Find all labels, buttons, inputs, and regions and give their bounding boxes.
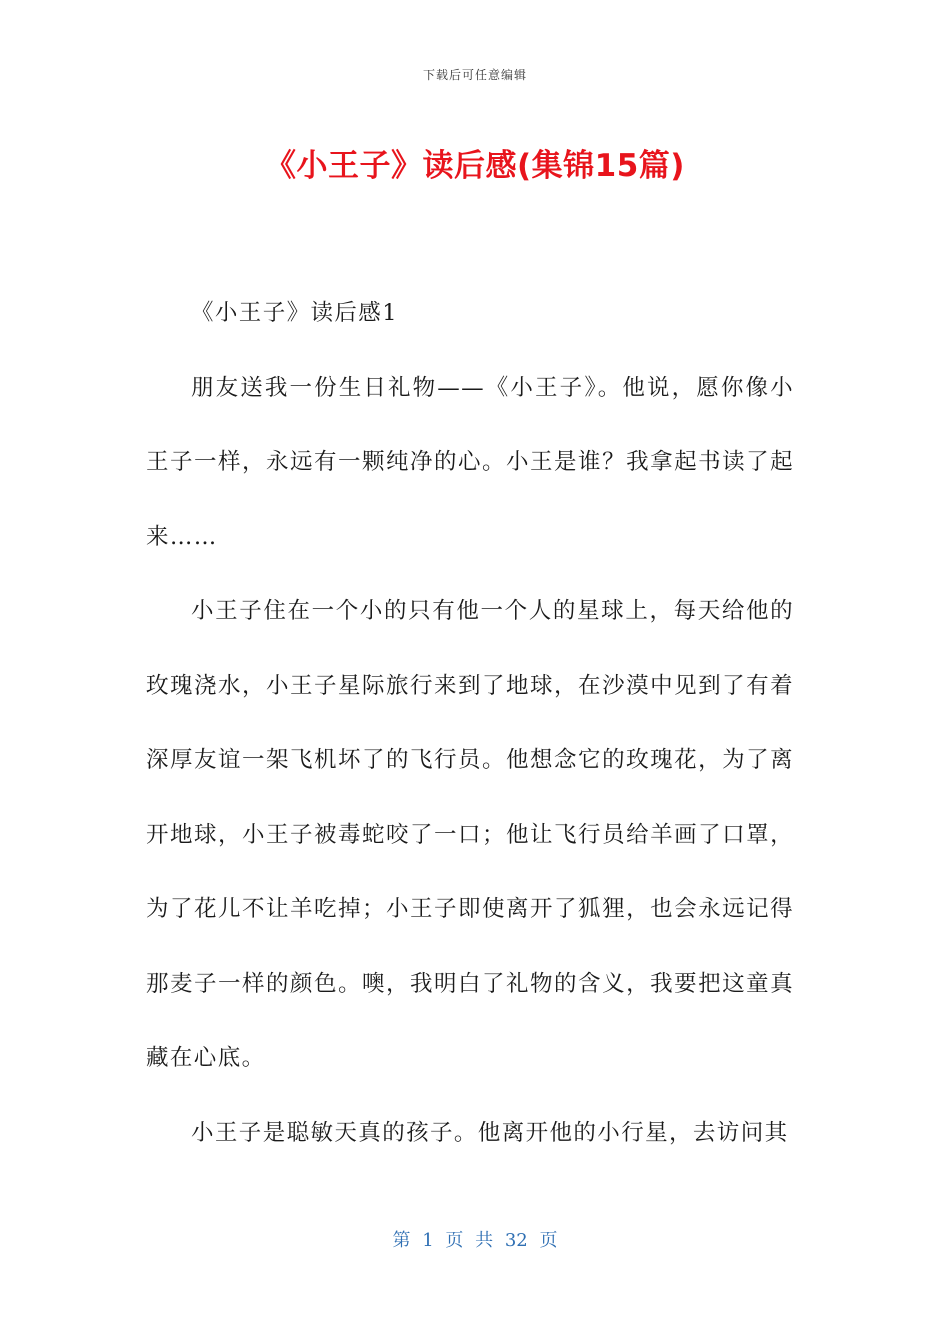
document-body bbox=[146, 276, 794, 1170]
paragraph-2: 小王子住在一个小的只有他一个人的星球上，每天给他的玫瑰浇水，小王子星际旅行来到了地球，在沙漠中见到了有着深厚友谊一架飞机坏了的飞行员。他想念它的玫瑰花，为了离开地球，小王子被毒蛇咬了一口；他让飞行员给羊画了口罩，为了花儿不让羊吃掉；小王子即使离开了狐狸，也会永远记得那麦子一样的颜色。噢，我明白了礼物的含义，我要把这童真藏在心底。 bbox=[146, 598, 794, 1071]
section-heading: 《小王子》读后感1 bbox=[191, 300, 398, 326]
header-note: 下载后可任意编辑 bbox=[422, 68, 527, 82]
paragraph-1: 朋友送我一份生日礼物——《小王子》。他说，愿你像小王子一样，永远有一颗纯净的心。小王是谁？我拿起书读了起来…… bbox=[146, 374, 794, 550]
paragraph-3: 小王子是聪敏天真的孩子。他离开他的小行星，去访问其 bbox=[191, 1119, 789, 1146]
document-title: 《小王子》读后感(集锦15篇) bbox=[265, 148, 685, 184]
page-number-label: 第 1 页 共 32 页 bbox=[392, 1230, 558, 1251]
page-footer bbox=[0, 1226, 950, 1252]
